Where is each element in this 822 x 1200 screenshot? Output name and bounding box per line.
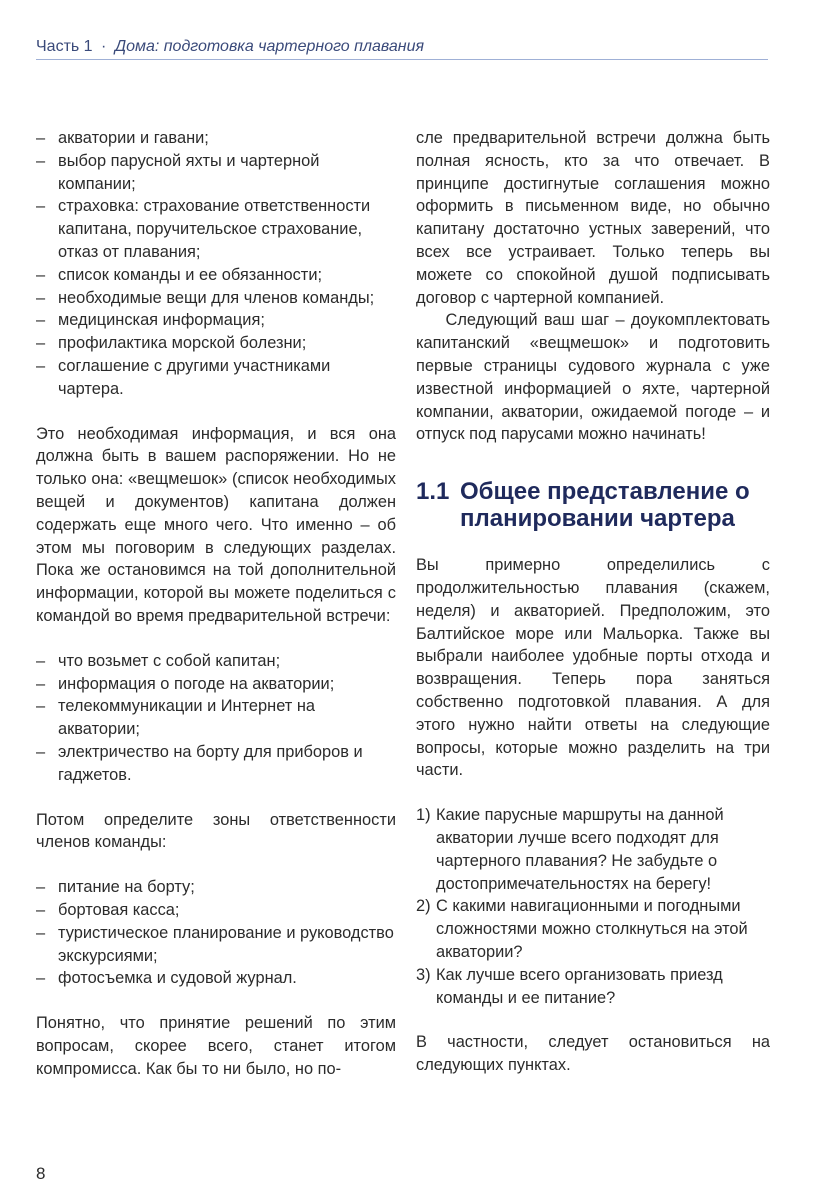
paragraph: сле предварительной встречи должна быть полная ясность, кто за что отвечает. В принципе достигнутые соглашения можно оформить в письменном виде, но обычно капитану достаточно устных заверений, что всех все устраивает. Только теперь вы можете со спокойной душой подписывать договор с чартерной компанией. xyxy=(416,129,770,307)
item-number: 1) xyxy=(416,806,431,825)
list-item: – информация о погоде на акватории; xyxy=(36,673,396,696)
item-text: С какими навигационными и погодными сложностями можно столкнуться на этой акватории? xyxy=(436,897,748,961)
list-item xyxy=(416,964,770,1010)
section-title: Общее представление о планировании чартера xyxy=(460,478,750,533)
section-heading xyxy=(416,478,770,532)
questions-list xyxy=(416,804,770,1009)
header-rule xyxy=(36,59,768,60)
list-item: – страховка: страхование ответственности капитана, поручительское страхование, отказ от плавания; xyxy=(36,195,396,263)
item-number: 3) xyxy=(416,965,431,984)
list-item xyxy=(416,804,770,895)
left-column xyxy=(36,127,396,1080)
list-item: – электричество на борту для приборов и гаджетов. xyxy=(36,741,396,787)
paragraph: Вы примерно определились с продолжительностью плавания (скажем, неделя) и акваторией. Предположим, это Балтийское море или Мальорка. Также вы выбрали наиболее удобные порты отхода и возвращения. Теперь пора заняться собственно подготовкой плавания. А для этого нужно найти ответы на следующие вопросы, которые можно разделить на три части. xyxy=(416,556,770,780)
list-item: – туристическое планирование и руководство экскурсиями; xyxy=(36,922,396,968)
list-item: – список команды и ее обязанности; xyxy=(36,264,396,287)
paragraph: Понятно, что принятие решений по этим вопросам, скорее всего, станет итогом компромисса. Как бы то ни было, но по- xyxy=(36,1014,396,1078)
paragraph: Потом определите зоны ответственности членов команды: xyxy=(36,810,396,852)
responsibilities-list xyxy=(36,876,396,990)
item-number: 2) xyxy=(416,897,431,916)
paragraph: В частности, следует остановиться на следующих пунктах. xyxy=(416,1033,770,1075)
list-item: – профилактика морской болезни; xyxy=(36,332,396,355)
list-item: – питание на борту; xyxy=(36,876,396,899)
part-label: Часть 1 xyxy=(36,38,93,55)
header-separator: · xyxy=(101,38,107,55)
item-text: Как лучше всего организовать приезд команды и ее питание? xyxy=(436,965,723,1007)
section-number: 1.1 xyxy=(416,478,450,506)
list-item: – что возьмет с собой капитан; xyxy=(36,650,396,673)
item-text: Какие парусные маршруты на данной акватории лучше всего подходят для чартерного плавания? Не забудьте о достопримечательностях на берегу! xyxy=(436,806,724,893)
meeting-info-list xyxy=(36,650,396,787)
chapter-subtitle: Дома: подготовка чартерного плавания xyxy=(114,38,425,55)
page-number: 8 xyxy=(36,1164,46,1183)
list-item: – выбор парусной яхты и чартерной компании; xyxy=(36,150,396,196)
list-item: – телекоммуникации и Интернет на акватории; xyxy=(36,695,396,741)
list-item: – медицинская информация; xyxy=(36,309,396,332)
running-header xyxy=(36,38,768,56)
list-item: – бортовая касса; xyxy=(36,899,396,922)
right-column xyxy=(416,127,770,1077)
list-item: – акватории и гавани; xyxy=(36,127,396,150)
list-item xyxy=(416,895,770,963)
topics-list xyxy=(36,127,396,401)
list-item: – необходимые вещи для членов команды; xyxy=(36,287,396,310)
paragraph: Это необходимая информация, и вся она должна быть в вашем распоряжении. Но не только она: «вещмешок» (список необходимых вещей и документов) капитана должен содержать еще много чего. Что именно – об этом мы поговорим в следующих разделах. Пока же остановимся на той дополнительной информации, которой вы можете поделиться с командой во время предварительной встречи: xyxy=(36,424,396,625)
list-item: – фотосъемка и судовой журнал. xyxy=(36,967,396,990)
list-item: – соглашение с другими участниками чартера. xyxy=(36,355,396,401)
paragraph: Следующий ваш шаг – доукомплектовать капитанский «вещмешок» и подготовить первые страницы судового журнала с уже известной информацией о яхте, чартерной компании, акватории, ожидаемой погоде – и отпуск под парусами можно начинать! xyxy=(416,311,770,444)
